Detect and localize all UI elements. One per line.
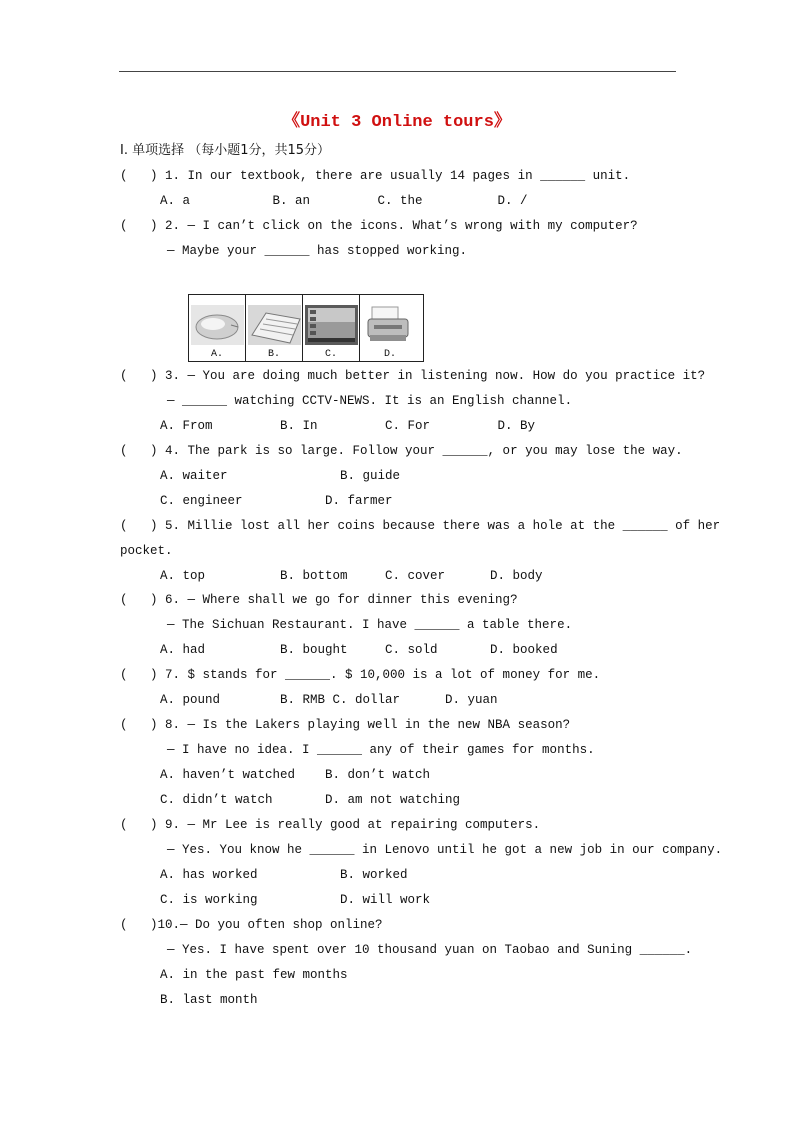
q3-dialog: — ______ watching CCTV-NEWS. It is an English channel. — [167, 394, 573, 408]
q1-options: A. a B. an C. the D. / — [160, 194, 528, 208]
q4-options-cd: C. engineer D. farmer — [160, 494, 393, 508]
q9-options-ab: A. has worked B. worked — [160, 868, 408, 882]
image-label-a: A. — [210, 349, 223, 360]
question-7: ( ) 7. $ stands for ______. $ 10,000 is a lot of money for me. — [120, 668, 601, 682]
q8-options-ab: A. haven’t watched B. don’t watch — [160, 768, 431, 782]
screen-icon — [305, 305, 358, 345]
q8-dialog: — I have no idea. I ______ any of their games for months. — [167, 743, 595, 757]
question-5: ( ) 5. Millie lost all her coins because there was a hole at the ______ of her — [120, 519, 721, 533]
image-label-c: C. — [324, 349, 337, 360]
q8-options-cd: C. didn’t watch D. am not watching — [160, 793, 461, 807]
image-label-d: D. — [383, 349, 396, 360]
question-10: ( )10.— Do you often shop online? — [120, 918, 383, 932]
question-9: ( ) 9. — Mr Lee is really good at repairing computers. — [120, 818, 541, 832]
q9-options-cd: C. is working D. will work — [160, 893, 431, 907]
question-4: ( ) 4. The park is so large. Follow your ______, or you may lose the way. — [120, 444, 683, 458]
question-2: ( ) 2. — I can’t click on the icons. What’s wrong with my computer? — [120, 219, 638, 233]
question-5-cont: pocket. — [120, 544, 173, 558]
image-option-a — [189, 295, 246, 361]
keyboard-icon — [248, 305, 301, 345]
q6-dialog: — The Sichuan Restaurant. I have ______ a table there. — [167, 618, 573, 632]
image-label-b: B. — [267, 349, 280, 360]
q5-options: A. top B. bottom C. cover D. body — [160, 569, 543, 583]
printer-icon — [362, 305, 415, 345]
question-6: ( ) 6. — Where shall we go for dinner this evening? — [120, 593, 518, 607]
q4-options-ab: A. waiter B. guide — [160, 469, 401, 483]
q10-option-b: B. last month — [160, 993, 258, 1007]
q3-options: A. From B. In C. For D. By — [160, 419, 536, 433]
question-1: ( ) 1. In our textbook, there are usually 14 pages in ______ unit. — [120, 169, 631, 183]
q10-option-a: A. in the past few months — [160, 968, 348, 982]
q6-options: A. had B. bought C. sold D. booked — [160, 643, 558, 657]
q7-options: A. pound B. RMB C. dollar D. yuan — [160, 693, 498, 707]
page-title: 《Unit 3 Online tours》 — [283, 113, 511, 132]
image-option-c — [303, 295, 360, 361]
q2-dialog: — Maybe your ______ has stopped working. — [167, 244, 468, 258]
top-rule — [119, 71, 676, 72]
image-option-b — [246, 295, 303, 361]
question-3: ( ) 3. — You are doing much better in listening now. How do you practice it? — [120, 369, 706, 383]
mouse-icon — [191, 305, 244, 345]
q9-dialog: — Yes. You know he ______ in Lenovo until he got a new job in our company. — [167, 843, 723, 857]
section-heading: Ⅰ. 单项选择 （每小题1分，共15分） — [120, 143, 331, 158]
q10-dialog: — Yes. I have spent over 10 thousand yuan on Taobao and Suning ______. — [167, 943, 693, 957]
q2-image-options — [188, 294, 424, 362]
question-8: ( ) 8. — Is the Lakers playing well in the new NBA season? — [120, 718, 571, 732]
image-option-d — [360, 295, 420, 361]
